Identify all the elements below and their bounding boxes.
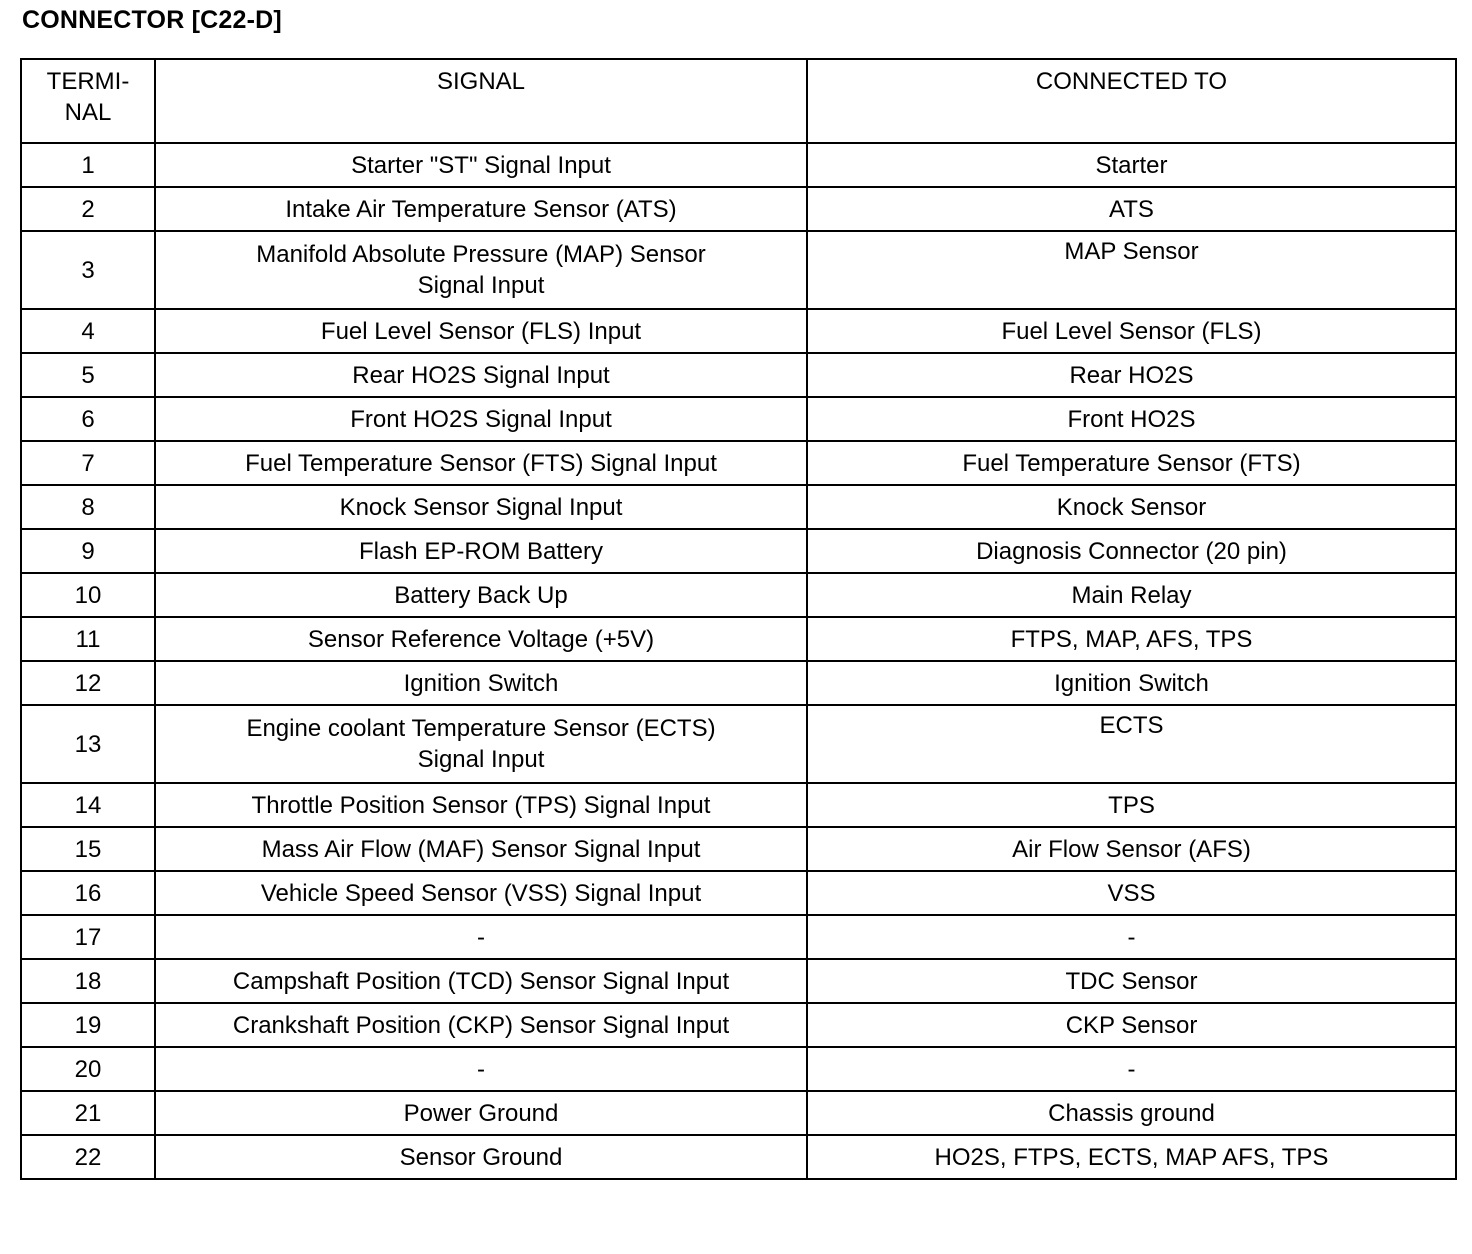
terminal-cell: 5	[21, 353, 155, 397]
connected-to-cell: Chassis ground	[807, 1091, 1456, 1135]
terminal-cell: 19	[21, 1003, 155, 1047]
signal-cell: Mass Air Flow (MAF) Sensor Signal Input	[155, 827, 807, 871]
signal-cell: Campshaft Position (TCD) Sensor Signal Input	[155, 959, 807, 1003]
signal-cell: Battery Back Up	[155, 573, 807, 617]
connected-to-cell: Ignition Switch	[807, 661, 1456, 705]
signal-cell: Front HO2S Signal Input	[155, 397, 807, 441]
terminal-cell: 10	[21, 573, 155, 617]
connected-to-cell: FTPS, MAP, AFS, TPS	[807, 617, 1456, 661]
table-row	[21, 485, 1456, 529]
table-row	[21, 1135, 1456, 1179]
terminal-cell: 2	[21, 187, 155, 231]
table-row	[21, 143, 1456, 187]
table-row	[21, 827, 1456, 871]
signal-cell: -	[155, 1047, 807, 1091]
table-row	[21, 661, 1456, 705]
connected-to-cell: -	[807, 915, 1456, 959]
terminal-cell: 12	[21, 661, 155, 705]
connected-to-cell: ATS	[807, 187, 1456, 231]
signal-line: Manifold Absolute Pressure (MAP) Sensor	[256, 241, 706, 268]
signal-line: Engine coolant Temperature Sensor (ECTS)	[246, 715, 716, 742]
header-row	[21, 59, 1456, 143]
terminal-header-line1: TERMI-	[46, 68, 130, 95]
signal-cell: Fuel Level Sensor (FLS) Input	[155, 309, 807, 353]
terminal-cell: 20	[21, 1047, 155, 1091]
table-row	[21, 441, 1456, 485]
terminal-cell: 9	[21, 529, 155, 573]
connector-title: CONNECTOR [C22-D]	[22, 6, 282, 34]
table-row	[21, 783, 1456, 827]
table-row	[21, 309, 1456, 353]
terminal-cell: 4	[21, 309, 155, 353]
terminal-cell: 8	[21, 485, 155, 529]
connector-pinout-table	[20, 58, 1457, 1180]
terminal-cell: 16	[21, 871, 155, 915]
signal-cell: -	[155, 915, 807, 959]
table-row	[21, 353, 1456, 397]
connected-to-cell: Diagnosis Connector (20 pin)	[807, 529, 1456, 573]
table-row	[21, 959, 1456, 1003]
table-row	[21, 187, 1456, 231]
terminal-cell: 1	[21, 143, 155, 187]
connected-to-cell: Front HO2S	[807, 397, 1456, 441]
terminal-cell: 3	[21, 231, 155, 309]
terminal-cell: 18	[21, 959, 155, 1003]
table-row	[21, 231, 1456, 309]
terminal-cell: 11	[21, 617, 155, 661]
terminal-cell: 13	[21, 705, 155, 783]
connected-to-header: CONNECTED TO	[807, 59, 1456, 143]
connected-to-cell: Knock Sensor	[807, 485, 1456, 529]
table-row	[21, 573, 1456, 617]
table-row	[21, 617, 1456, 661]
table-row	[21, 915, 1456, 959]
signal-cell	[155, 231, 807, 309]
table-row	[21, 705, 1456, 783]
connected-to-cell: Air Flow Sensor (AFS)	[807, 827, 1456, 871]
terminal-header	[21, 59, 155, 143]
connected-to-cell: HO2S, FTPS, ECTS, MAP AFS, TPS	[807, 1135, 1456, 1179]
signal-cell	[155, 705, 807, 783]
connected-to-cell: Rear HO2S	[807, 353, 1456, 397]
connected-to-cell: ECTS	[807, 705, 1456, 783]
signal-cell: Knock Sensor Signal Input	[155, 485, 807, 529]
table-row	[21, 1003, 1456, 1047]
table-row	[21, 1047, 1456, 1091]
table-row	[21, 871, 1456, 915]
signal-cell: Sensor Ground	[155, 1135, 807, 1179]
terminal-cell: 7	[21, 441, 155, 485]
connected-to-cell: TDC Sensor	[807, 959, 1456, 1003]
signal-cell: Power Ground	[155, 1091, 807, 1135]
signal-cell: Ignition Switch	[155, 661, 807, 705]
terminal-header-line2: NAL	[64, 99, 112, 126]
connected-to-cell: TPS	[807, 783, 1456, 827]
signal-cell: Starter "ST" Signal Input	[155, 143, 807, 187]
signal-line: Signal Input	[417, 746, 545, 773]
terminal-cell: 14	[21, 783, 155, 827]
connected-to-cell: MAP Sensor	[807, 231, 1456, 309]
connected-to-cell: VSS	[807, 871, 1456, 915]
signal-cell: Intake Air Temperature Sensor (ATS)	[155, 187, 807, 231]
signal-cell: Flash EP-ROM Battery	[155, 529, 807, 573]
signal-cell: Rear HO2S Signal Input	[155, 353, 807, 397]
connected-to-cell: Fuel Level Sensor (FLS)	[807, 309, 1456, 353]
signal-cell: Vehicle Speed Sensor (VSS) Signal Input	[155, 871, 807, 915]
connected-to-cell: Main Relay	[807, 573, 1456, 617]
connected-to-cell: CKP Sensor	[807, 1003, 1456, 1047]
signal-header: SIGNAL	[155, 59, 807, 143]
table-row	[21, 1091, 1456, 1135]
terminal-cell: 22	[21, 1135, 155, 1179]
signal-cell: Fuel Temperature Sensor (FTS) Signal Input	[155, 441, 807, 485]
terminal-cell: 21	[21, 1091, 155, 1135]
signal-line: Signal Input	[417, 272, 545, 299]
signal-cell: Sensor Reference Voltage (+5V)	[155, 617, 807, 661]
signal-cell: Crankshaft Position (CKP) Sensor Signal Input	[155, 1003, 807, 1047]
terminal-cell: 6	[21, 397, 155, 441]
terminal-cell: 15	[21, 827, 155, 871]
table-row	[21, 397, 1456, 441]
connected-to-cell: -	[807, 1047, 1456, 1091]
table-row	[21, 529, 1456, 573]
terminal-cell: 17	[21, 915, 155, 959]
connected-to-cell: Fuel Temperature Sensor (FTS)	[807, 441, 1456, 485]
connected-to-cell: Starter	[807, 143, 1456, 187]
signal-cell: Throttle Position Sensor (TPS) Signal Input	[155, 783, 807, 827]
